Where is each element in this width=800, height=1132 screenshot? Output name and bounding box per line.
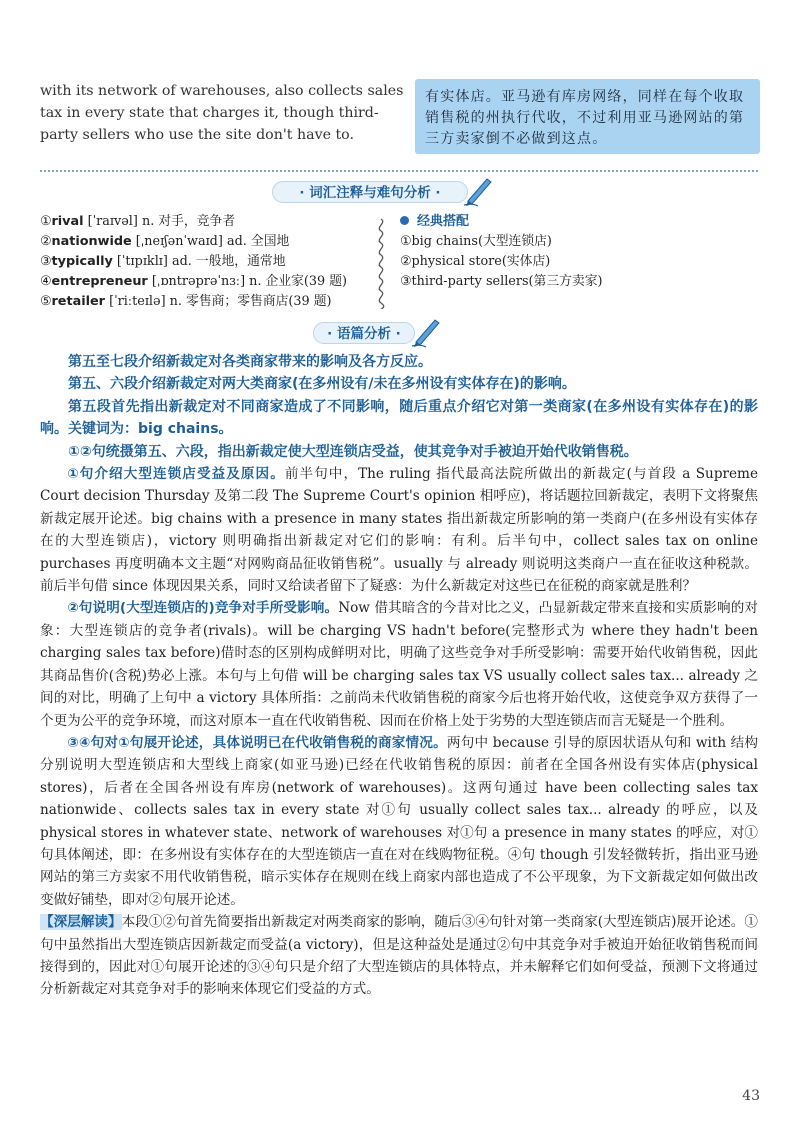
pen-icon [462, 173, 496, 207]
phrase-item: ③third-party sellers(第三方卖家) [400, 274, 603, 289]
vocab-item: ①rival [ˈraɪvəl] n. 对手，竞争者 [40, 214, 236, 229]
phrase-item: ①big chains(大型连锁店) [400, 234, 552, 249]
vocab-item: ③typically [ˈtɪpɪklɪ] ad. 一般地，通常地 [40, 254, 286, 269]
summary-line: 第五段首先指出新裁定对不同商家造成了不同影响，随后重点介绍它对第一类商家(在多州设有实体存在)的影响。关键词为：big chains。 [40, 398, 758, 438]
analysis-paragraph: ①句介绍大型连锁店受益及原因。前半句中，The ruling 指代最高法院所做出的新裁定(与首段 a Supreme Court decision Thursday 及第二段 The Supreme Court's opinion 相呼应)，将话题拉回新裁定，表明下文将聚焦新裁定展开论述。big chains with a presence in many states 指出新裁定所影响的第一类商户(在多州设有实体存在的大型连锁店)，victory 则明确指出新裁定对它们的影响：有利。后半句中，collect sales tax on online purchases 再度明确本文主题“对网购商品征收销售税”。usually 与 already 则说明这类商户一直在征收这种税款。前后半句借 since 体现因果关系，同时又给读者留下了疑惑：为什么新裁定对这些已在征税的商家就是胜利？ [40, 466, 758, 595]
pen-icon [410, 314, 444, 348]
english-passage-fragment: with its network of warehouses, also collects sales tax in every state that charges it, though third-party sellers who use the site don't have to. [40, 83, 404, 143]
bullet-dot-icon [400, 216, 409, 225]
summary-line: ①②句统摄第五、六段，指出新裁定使大型连锁店受益，使其竞争对手被迫开始代收销售税。 [68, 443, 638, 460]
vocab-list [40, 212, 370, 312]
page-number: 43 [742, 1088, 760, 1104]
analysis-paragraph: ③④句对①句展开论述，具体说明已在代收销售税的商家情况。两句中 because 引导的原因状语从句和 with 结构分别说明大型连锁店和大型线上商家(如亚马逊)已经在代收销售税的原因：前者在全国各州设有实体店(physical stores)，后者在全国各州设有库房(network of warehouses)。这两句通过 have been collecting sales tax nationwide、collects sales tax in every state 对①句 usually collect sales tax... already 的呼应，以及 physical stores in whatever state、network of warehouses 对①句 a presence in many states 的呼应，对①句具体阐述，即：在多州设有实体存在的大型连锁店一直在对在线购物征税。④句 though 引发轻微转折，指出亚马逊网站的第三方卖家不用代收销售税，暗示实体存在规则在线上商家内部也造成了不公平现象，为下文新裁定如何做出改变做好铺垫，即对②句展开论述。 [40, 734, 758, 908]
summary-line: 第五至七段介绍新裁定对各类商家带来的影响及各方反应。 [68, 354, 432, 370]
phrases-title: 经典搭配 [417, 214, 470, 229]
translation-box: 有实体店。亚马逊有库房网络，同样在每个收取销售税的州执行代收，不过利用亚马逊网站的第三方卖家倒不必做到这点。 [415, 79, 760, 154]
vocab-section-title: · 词汇注释与难句分析 · [272, 181, 468, 203]
phrase-item: ②physical store(实体店) [400, 254, 551, 269]
analysis-section-title: · 语篇分析 · [313, 322, 415, 344]
vocab-item: ②nationwide [ˌneɪʃənˈwaɪd] ad. 全国地 [40, 234, 290, 249]
summary-line: 第五、六段介绍新裁定对两大类商家(在多州设有/未在多州设有实体存在)的影响。 [68, 376, 576, 393]
dotted-divider [40, 170, 758, 172]
vocab-item: ④entrepreneur [ˌɒntrəprəˈnɜː] n. 企业家(39 题) [40, 274, 348, 289]
deep-analysis-paragraph: 【深层解读】本段①②句首先简要指出新裁定对两类商家的影响，随后③④句针对第一类商家(大型连锁店)展开论述。①句中虽然指出大型连锁店因新裁定而受益(a victory)，但是这种益处是通过②句中其竞争对手被迫开始征收销售税而间接得到的，因此对①句展开论述的③④句只是介绍了大型连锁店的具体特点，并未解释它们如何受益，预测下文将通过分析新裁定对其竞争对手的影响来体现它们受益的方式。 [40, 914, 758, 998]
analysis-body [40, 351, 758, 1001]
spiral-divider [373, 217, 389, 309]
phrase-list [400, 212, 760, 292]
analysis-paragraph: ②句说明(大型连锁店的)竞争对手所受影响。Now 借其暗含的今昔对比之义，凸显新裁定带来直接和实质影响的对象：大型连锁店的竞争者(rivals)。will be charging VS hadn't before(完整形式为 where they hadn't been charging sales tax before)借时态的区别构成鲜明对比，明确了这些竞争对手所受影响：需要开始代收销售税，因此其商品售价(含税)势必上涨。本句与上句借 will be charging sales tax VS usually collect sales tax... already 之间的对比，明确了上句中 a victory 具体所指：之前尚未代收销售税的商家今后也将开始代收，这使竞争双方获得了一个更为公平的竞争环境，而这对原本一直在代收销售税、因而在价格上处于劣势的大型连锁店而言无疑是一个胜利。 [40, 600, 758, 729]
vocab-item: ⑤retailer [ˈriːteɪlə] n. 零售商；零售商店(39 题) [40, 294, 332, 309]
